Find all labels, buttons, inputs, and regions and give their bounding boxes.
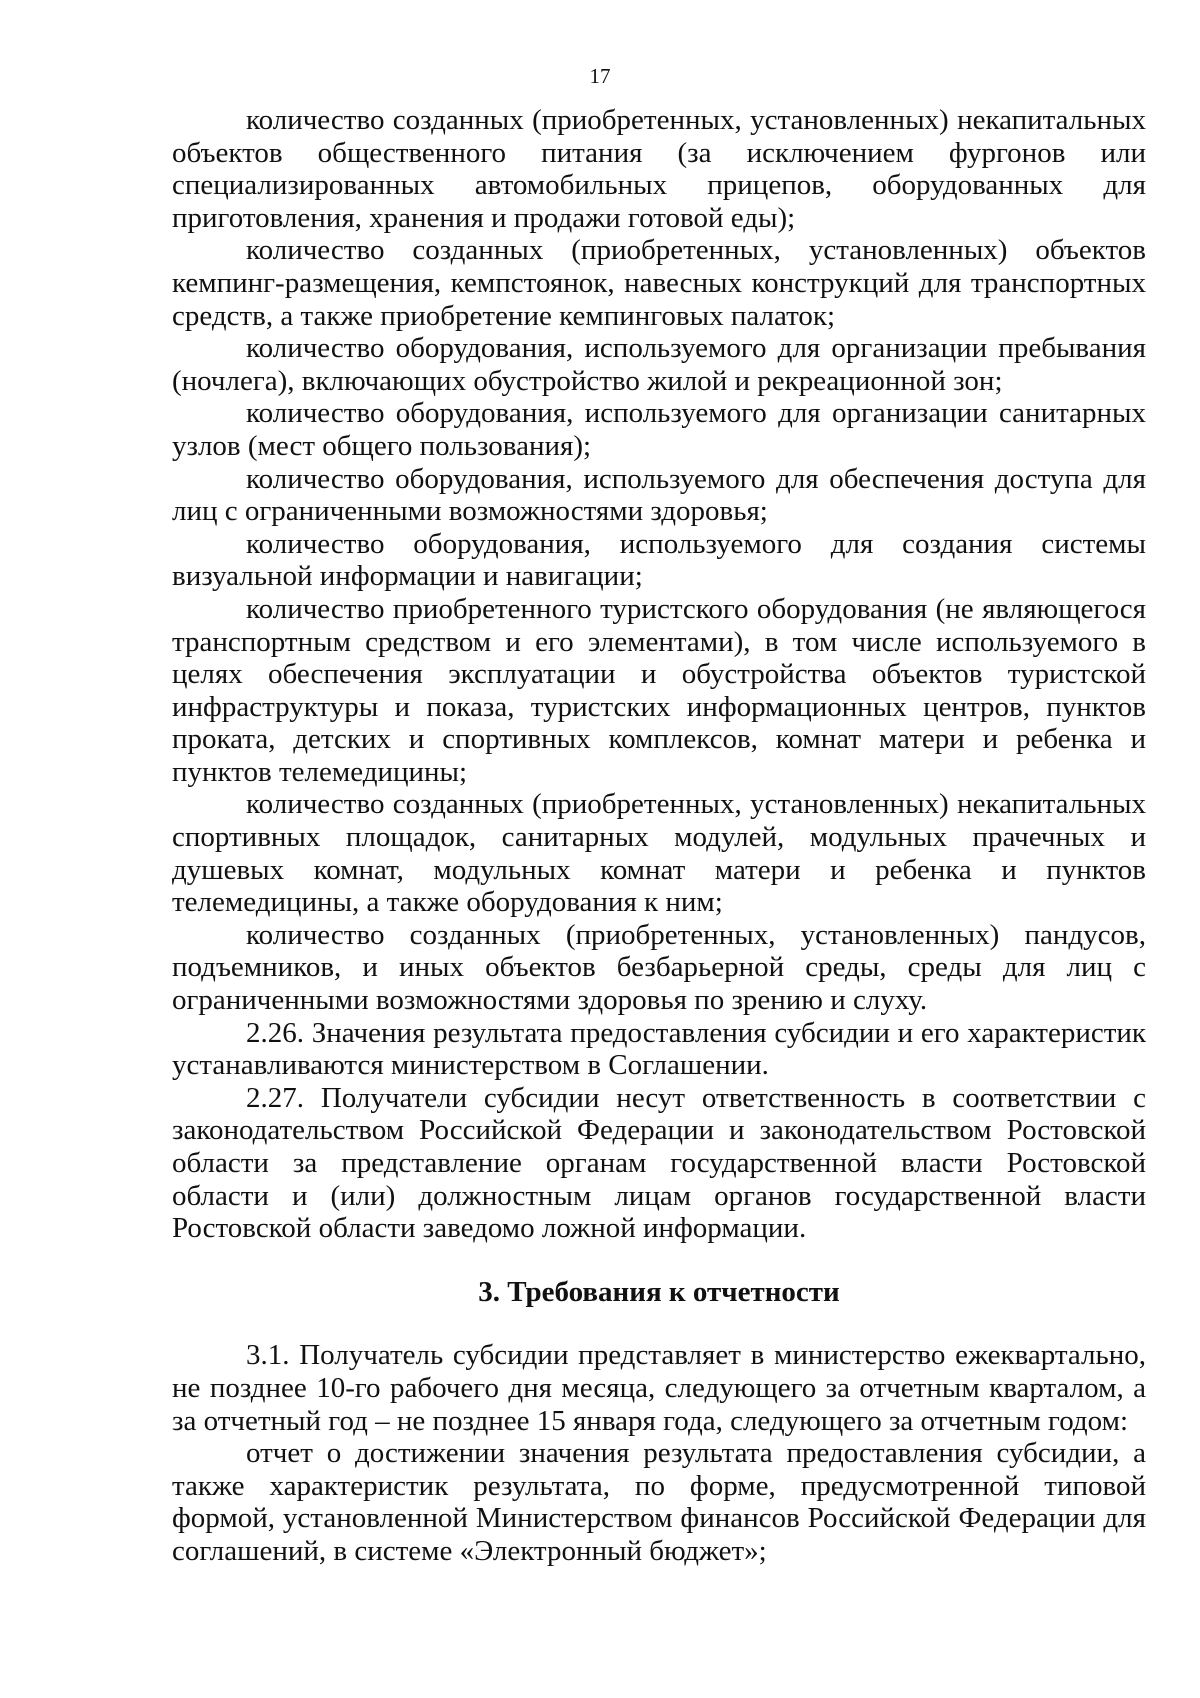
paragraph: количество созданных (приобретенных, установленных) некапитальных объектов общественного питания (за исключением фургонов или специализированных автомобильных прицепов, оборудованных для приготовления, хранения и продажи готовой еды);	[172, 104, 1146, 234]
paragraph-2-27: 2.27. Получатели субсидии несут ответственность в соответствии с законодательством Российской Федерации и законодательством Ростовской области за представление органам государственной власти Ростовской области и (или) должностным лицам органов государственной власти Ростовской области заведомо ложной информации.	[172, 1081, 1146, 1245]
document-body	[172, 104, 1146, 1568]
paragraph: количество оборудования, используемого для организации пребывания (ночлега), включающих обустройство жилой и рекреационной зон;	[172, 332, 1146, 397]
paragraph: количество созданных (приобретенных, установленных) некапитальных спортивных площадок, санитарных модулей, модульных прачечных и душевых комнат, модульных комнат матери и ребенка и пунктов телемедицины, а также оборудования к ним;	[172, 788, 1146, 919]
paragraph: количество созданных (приобретенных, установленных) объектов кемпинг-размещения, кемпстоянок, навесных конструкций для транспортных средств, а также приобретение кемпинговых палаток;	[172, 234, 1146, 332]
paragraph: количество созданных (приобретенных, установленных) пандусов, подъемников, и иных объектов безбарьерной среды, среды для лиц с ограниченными возможностями здоровья по зрению и слуху.	[172, 918, 1146, 1017]
paragraph: количество оборудования, используемого для создания системы визуальной информации и навигации;	[172, 527, 1146, 593]
paragraph-3-1: 3.1. Получатель субсидии представляет в министерство ежеквартально, не позднее 10-го рабочего дня месяца, следующего за отчетным кварталом, а за отчетный год – не позднее 15 января года, следующего за отчетным годом:	[172, 1339, 1146, 1437]
paragraph-2-26: 2.26. Значения результата предоставления субсидии и его характеристик устанавливаются министерством в Соглашении.	[172, 1016, 1146, 1082]
section-heading: 3. Требования к отчетности	[478, 1275, 840, 1308]
paragraph: отчет о достижении значения результата предоставления субсидии, а также характеристик результата, по форме, предусмотренной типовой формой, установленной Министерством финансов Российской Федерации для соглашений, в системе «Электронный бюджет»;	[172, 1437, 1146, 1567]
paragraph: количество оборудования, используемого для организации санитарных узлов (мест общего пользования);	[172, 397, 1146, 462]
paragraph: количество приобретенного туристского оборудования (не являющегося транспортным средством и его элементами), в том числе используемого в целях обеспечения эксплуатации и обустройства объектов туристской инфраструктуры и показа, туристских информационных центров, пунктов проката, детских и спортивных комплексов, комнат матери и ребенка и пунктов телемедицины;	[172, 592, 1146, 788]
page-number: 17	[589, 64, 611, 88]
paragraph: количество оборудования, используемого для обеспечения доступа для лиц с ограниченными возможностями здоровья;	[172, 462, 1146, 528]
